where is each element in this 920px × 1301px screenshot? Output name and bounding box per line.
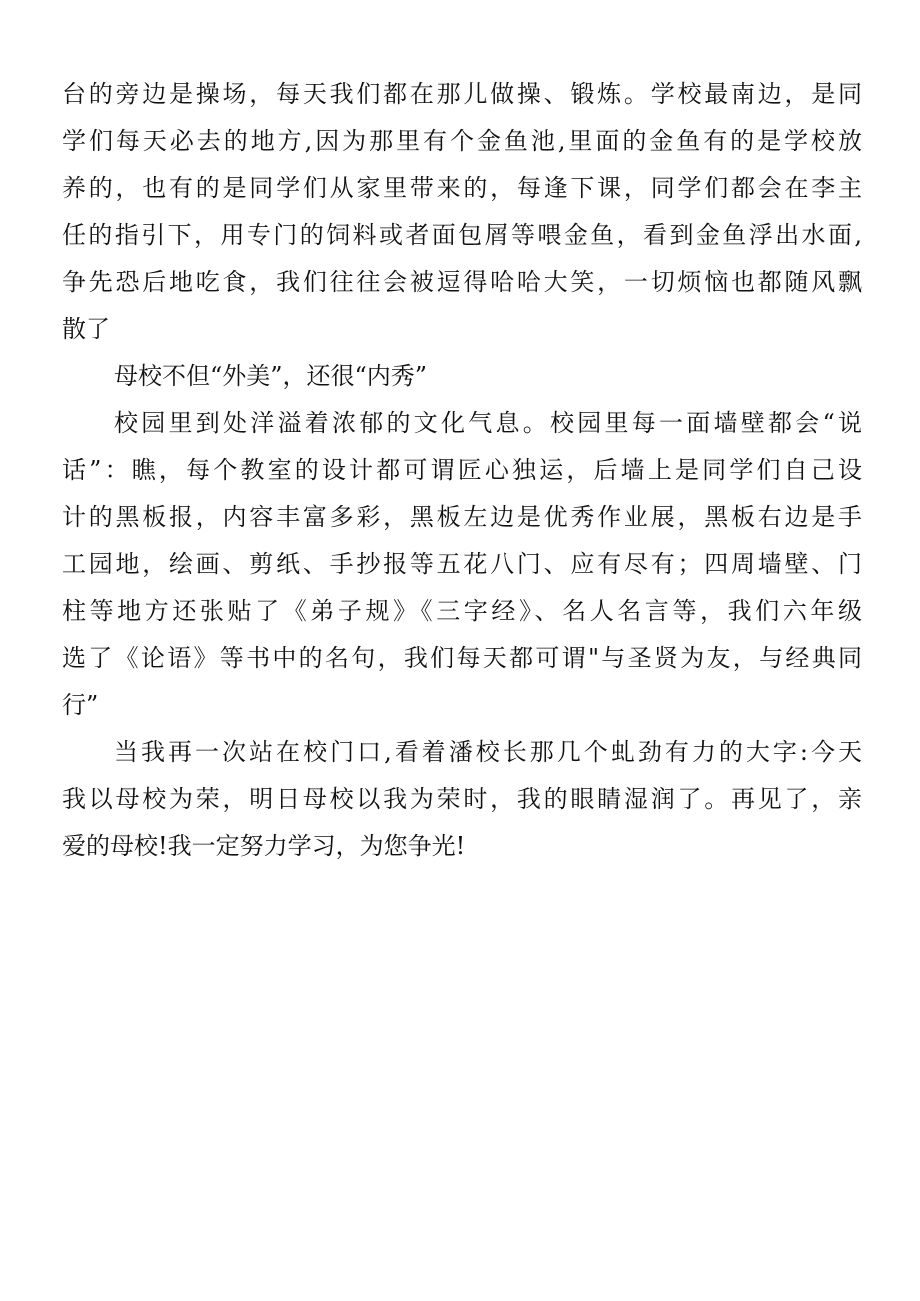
text-line: 计的黑板报，内容丰富多彩，黑板左边是优秀作业展，黑板右边是手 bbox=[62, 503, 862, 531]
text-line: 当我再一次站在校门口,看着潘校长那几个虬劲有力的大字:今天 bbox=[114, 738, 862, 766]
text-line: 台的旁边是操场，每天我们都在那儿做操、锻炼。学校最南边，是同 bbox=[62, 80, 862, 108]
paragraph-culture bbox=[62, 400, 862, 729]
text-line: 学们每天必去的地方,因为那里有个金鱼池,里面的金鱼有的是学校放 bbox=[62, 127, 862, 155]
text-line: 校园里到处洋溢着浓郁的文化气息。校园里每一面墙壁都会“说 bbox=[114, 409, 862, 437]
text-line: 散了 bbox=[62, 315, 110, 343]
document-page bbox=[62, 71, 862, 870]
text-line: 工园地，绘画、剪纸、手抄报等五花八门、应有尽有；四周墙壁、门 bbox=[62, 550, 862, 578]
text-line: 任的指引下，用专门的饲料或者面包屑等喂金鱼，看到金鱼浮出水面, bbox=[62, 221, 862, 249]
text-line: 柱等地方还张贴了《弟子规》《三字经》、名人名言等，我们六年级 bbox=[62, 597, 862, 625]
text-line: 争先恐后地吃食，我们往往会被逗得哈哈大笑，一切烦恼也都随风飘 bbox=[62, 268, 862, 296]
text-line: 爱的母校!我一定努力学习，为您争光! bbox=[62, 832, 466, 860]
text-line: 养的，也有的是同学们从家里带来的，每逢下课，同学们都会在李主 bbox=[62, 174, 862, 202]
paragraph-heading-line bbox=[62, 353, 862, 400]
text-line: 行” bbox=[62, 691, 99, 719]
text-line: 我以母校为荣，明日母校以我为荣时，我的眼睛湿润了。再见了，亲 bbox=[62, 785, 862, 813]
paragraph-campus-description bbox=[62, 71, 862, 353]
text-line: 话”：瞧，每个教室的设计都可谓匠心独运，后墙上是同学们自己设 bbox=[62, 456, 862, 484]
text-line: 母校不但“外美”，还很“内秀” bbox=[114, 362, 428, 390]
text-line: 选了《论语》等书中的名句，我们每天都可谓"与圣贤为友，与经典同 bbox=[62, 644, 862, 672]
paragraph-farewell bbox=[62, 729, 862, 870]
